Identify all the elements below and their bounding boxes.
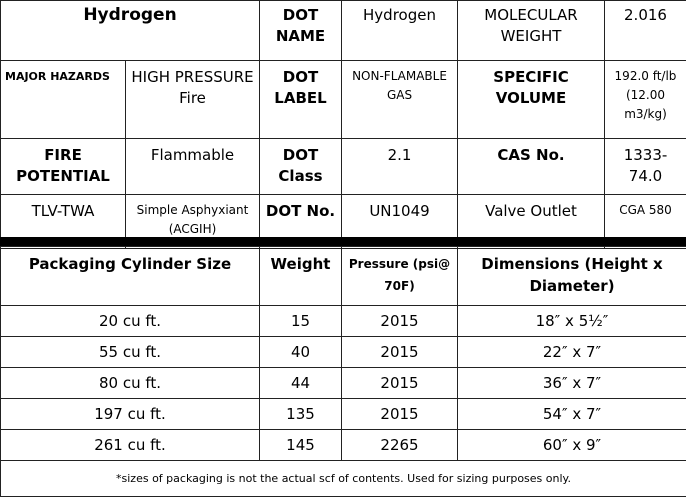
table-row — [1, 399, 686, 430]
cylinder-weight: 15 — [260, 306, 342, 337]
cas-label: CAS No. — [458, 139, 605, 195]
specific-volume-label: SPECIFIC VOLUME — [458, 61, 605, 139]
cylinder-dimensions: 54″ x 7″ — [458, 399, 686, 430]
fire-potential-label: FIRE POTENTIAL — [1, 139, 126, 195]
cylinder-size: 197 cu ft. — [1, 399, 260, 430]
packaging-header-row — [1, 247, 686, 306]
cylinder-pressure: 2015 — [342, 368, 458, 399]
cylinder-weight: 135 — [260, 399, 342, 430]
cylinder-dimensions: 18″ x 5½″ — [458, 306, 686, 337]
cylinder-size: 55 cu ft. — [1, 337, 260, 368]
molecular-weight-label: MOLECULAR WEIGHT — [458, 1, 605, 61]
header-cylinder-size: Packaging Cylinder Size — [1, 247, 260, 306]
properties-row — [1, 1, 686, 61]
cylinder-dimensions: 60″ x 9″ — [458, 430, 686, 461]
valve-outlet-label: Valve Outlet — [458, 195, 605, 249]
dot-name-value: Hydrogen — [342, 1, 458, 61]
dot-label-label: DOT LABEL — [260, 61, 342, 139]
cylinder-size: 80 cu ft. — [1, 368, 260, 399]
tlv-value: Simple Asphyxiant (ACGIH) — [126, 195, 260, 249]
header-pressure: Pressure (psi@ 70F) — [342, 247, 458, 306]
cylinder-pressure: 2015 — [342, 337, 458, 368]
table-row — [1, 306, 686, 337]
header-dimensions: Dimensions (Height x Diameter) — [458, 247, 686, 306]
header-weight: Weight — [260, 247, 342, 306]
cylinder-weight: 145 — [260, 430, 342, 461]
note-row — [1, 461, 686, 497]
dot-name-label: DOT NAME — [260, 1, 342, 61]
valve-outlet-value: CGA 580 — [605, 195, 686, 249]
cylinder-pressure: 2015 — [342, 399, 458, 430]
dot-label-value: NON-FLAMABLE GAS — [342, 61, 458, 139]
table-row — [1, 368, 686, 399]
dot-class-label: DOT Class — [260, 139, 342, 195]
dot-no-value: UN1049 — [342, 195, 458, 249]
dot-class-value: 2.1 — [342, 139, 458, 195]
cas-value: 1333-74.0 — [605, 139, 686, 195]
major-hazards-value: HIGH PRESSURE Fire — [126, 61, 260, 139]
section-divider — [0, 237, 686, 246]
fire-potential-value: Flammable — [126, 139, 260, 195]
sizing-footnote: *sizes of packaging is not the actual scf of contents. Used for sizing purposes only. — [1, 461, 686, 497]
cylinder-pressure: 2015 — [342, 306, 458, 337]
cylinder-size: 20 cu ft. — [1, 306, 260, 337]
packaging-table — [0, 246, 686, 497]
gas-name: Hydrogen — [1, 1, 260, 61]
major-hazards-label: MAJOR HAZARDS — [1, 61, 126, 139]
cylinder-pressure: 2265 — [342, 430, 458, 461]
properties-row — [1, 139, 686, 195]
tlv-label: TLV-TWA — [1, 195, 126, 249]
table-row — [1, 430, 686, 461]
cylinder-weight: 44 — [260, 368, 342, 399]
molecular-weight-value: 2.016 — [605, 1, 686, 61]
dot-no-label: DOT No. — [260, 195, 342, 249]
cylinder-size: 261 cu ft. — [1, 430, 260, 461]
table-row — [1, 337, 686, 368]
cylinder-dimensions: 36″ x 7″ — [458, 368, 686, 399]
cylinder-dimensions: 22″ x 7″ — [458, 337, 686, 368]
properties-row — [1, 61, 686, 139]
specific-volume-value: 192.0 ft/lb (12.00 m3/kg) — [605, 61, 686, 139]
cylinder-weight: 40 — [260, 337, 342, 368]
